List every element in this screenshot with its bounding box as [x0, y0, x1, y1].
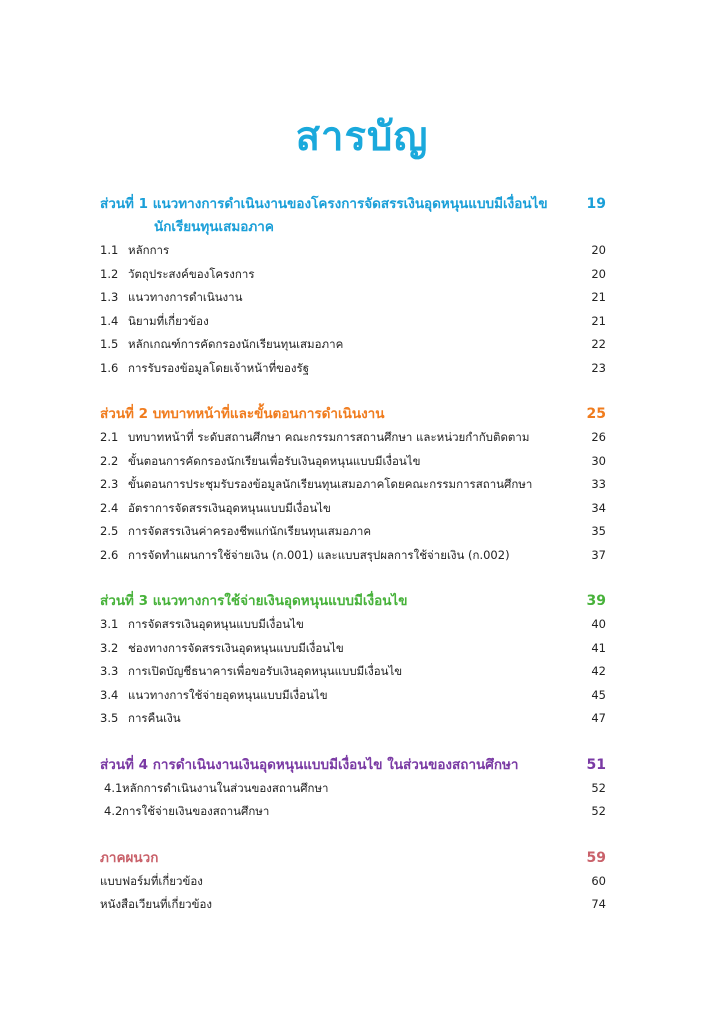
item-label: การจัดสรรเงินค่าครองชีพแก่นักเรียนทุนเสมอภาค: [128, 524, 372, 538]
toc-item: [100, 777, 606, 801]
toc-item: [100, 239, 606, 263]
toc-item: [100, 286, 606, 310]
section-title: ส่วนที่ 1 แนวทางการดำเนินงานของโครงการจัดสรรเงินอุดหนุนแบบมีเงื่อนไข: [100, 196, 548, 212]
toc-item: [100, 310, 606, 334]
item-label: บทบาทหน้าที่ ระดับสถานศึกษา คณะกรรมการสถานศึกษา และหน่วยกำกับติดตาม: [128, 430, 530, 444]
item-label: หลักการดำเนินงานในส่วนของสถานศึกษา: [122, 780, 329, 795]
toc-item: [100, 544, 606, 568]
section-page: 39: [586, 593, 606, 609]
item-number: 3.1: [100, 617, 119, 631]
item-number: 3.4: [100, 687, 119, 702]
section-page: 19: [586, 196, 606, 212]
item-page: 21: [591, 313, 606, 328]
item-label: การจัดสรรเงินอุดหนุนแบบมีเงื่อนไข: [128, 617, 304, 631]
item-page: 33: [591, 477, 606, 491]
item-page: 30: [591, 453, 606, 468]
item-number: 1.3: [100, 290, 119, 304]
toc-section-3: [100, 590, 606, 731]
item-label: นิยามที่เกี่ยวข้อง: [128, 313, 209, 328]
item-page: 52: [591, 780, 606, 795]
section-heading: [100, 590, 606, 613]
item-page: 21: [591, 290, 606, 304]
item-page: 37: [591, 547, 606, 562]
item-label: การคืนเงิน: [128, 711, 181, 725]
item-page: 40: [591, 617, 606, 631]
item-label: หนังสือเวียนที่เกี่ยวข้อง: [100, 897, 213, 911]
item-page: 74: [591, 897, 606, 911]
toc-section-4: [100, 754, 606, 824]
item-page: 52: [591, 804, 606, 818]
item-page: 45: [591, 687, 606, 702]
item-label: อัตราการจัดสรรเงินอุดหนุนแบบมีเงื่อนไข: [128, 500, 331, 515]
toc-item: [100, 450, 606, 474]
item-label: ขั้นตอนการประชุมรับรองข้อมูลนักเรียนทุนเสมอภาคโดยคณะกรรมการสถานศึกษา: [128, 477, 533, 491]
item-page: 23: [591, 360, 606, 375]
item-number: 4.2: [104, 804, 123, 818]
item-label: ช่องทางการจัดสรรเงินอุดหนุนแบบมีเงื่อนไข: [128, 640, 344, 655]
item-page: 20: [591, 266, 606, 281]
item-page: 60: [591, 873, 606, 888]
toc-item: [100, 357, 606, 381]
toc-item: [100, 637, 606, 661]
section-heading: [100, 754, 606, 777]
item-label: การใช้จ่ายเงินของสถานศึกษา: [122, 804, 270, 818]
item-number: 1.6: [100, 360, 119, 375]
section-heading: [100, 403, 606, 426]
item-number: 1.5: [100, 337, 119, 351]
item-number: 3.3: [100, 664, 119, 678]
toc-item: [100, 473, 606, 497]
item-label: วัตถุประสงค์ของโครงการ: [128, 266, 255, 281]
toc-item: [100, 893, 606, 917]
toc-item: [100, 870, 606, 894]
toc-item: [100, 497, 606, 521]
section-page: 25: [586, 406, 606, 422]
toc-item: [100, 613, 606, 637]
section-title: ภาคผนวก: [100, 849, 159, 866]
toc-section-appendix: [100, 847, 606, 917]
item-label: ขั้นตอนการคัดกรองนักเรียนเพื่อรับเงินอุดหนุนแบบมีเงื่อนไข: [128, 453, 421, 468]
toc-section-1: [100, 193, 606, 380]
section-title: ส่วนที่ 4 การดำเนินงานเงินอุดหนุนแบบมีเงื่อนไข ในส่วนของสถานศึกษา: [100, 756, 519, 773]
section-heading: [100, 847, 606, 870]
item-number: 2.5: [100, 524, 119, 538]
toc-item: [100, 520, 606, 544]
section-title-continuation: นักเรียนทุนเสมอภาค: [154, 219, 274, 235]
item-label: แนวทางการใช้จ่ายอุดหนุนแบบมีเงื่อนไข: [128, 687, 328, 702]
item-page: 35: [591, 524, 606, 538]
item-number: 2.4: [100, 500, 119, 515]
table-of-contents: [100, 193, 606, 940]
toc-section-2: [100, 403, 606, 567]
item-label: หลักเกณฑ์การคัดกรองนักเรียนทุนเสมอภาค: [128, 337, 344, 351]
section-title: ส่วนที่ 3 แนวทางการใช้จ่ายเงินอุดหนุนแบบมีเงื่อนไข: [100, 593, 408, 609]
section-heading: [100, 193, 606, 239]
section-page: 59: [586, 849, 606, 866]
section-title: ส่วนที่ 2 บทบาทหน้าที่และขั้นตอนการดำเนินงาน: [100, 406, 385, 422]
item-label: การจัดทำแผนการใช้จ่ายเงิน (ก.001) และแบบสรุปผลการใช้จ่ายเงิน (ก.002): [128, 547, 510, 562]
item-page: 42: [591, 664, 606, 678]
item-page: 47: [591, 711, 606, 725]
item-number: 3.2: [100, 640, 119, 655]
item-label: แนวทางการดำเนินงาน: [128, 290, 243, 304]
item-number: 1.1: [100, 243, 119, 257]
item-page: 26: [591, 430, 606, 444]
item-number: 2.3: [100, 477, 119, 491]
toc-item: [100, 684, 606, 708]
item-number: 3.5: [100, 711, 119, 725]
section-page: 51: [586, 756, 606, 773]
item-number: 1.2: [100, 266, 119, 281]
item-label: หลักการ: [128, 243, 170, 257]
item-number: 2.6: [100, 547, 119, 562]
toc-item: [100, 333, 606, 357]
toc-item: [100, 800, 606, 824]
item-page: 41: [591, 640, 606, 655]
item-number: 4.1: [104, 780, 123, 795]
item-page: 22: [591, 337, 606, 351]
item-page: 34: [591, 500, 606, 515]
page-title: สารบัญ: [295, 114, 429, 160]
toc-item: [100, 263, 606, 287]
item-label: การเปิดบัญชีธนาคารเพื่อขอรับเงินอุดหนุนแบบมีเงื่อนไข: [128, 664, 403, 678]
toc-item: [100, 707, 606, 731]
toc-item: [100, 660, 606, 684]
item-label: แบบฟอร์มที่เกี่ยวข้อง: [100, 873, 203, 888]
item-number: 2.2: [100, 453, 119, 468]
item-number: 2.1: [100, 430, 119, 444]
item-label: การรับรองข้อมูลโดยเจ้าหน้าที่ของรัฐ: [128, 360, 310, 375]
toc-item: [100, 426, 606, 450]
item-number: 1.4: [100, 313, 119, 328]
item-page: 20: [591, 243, 606, 257]
